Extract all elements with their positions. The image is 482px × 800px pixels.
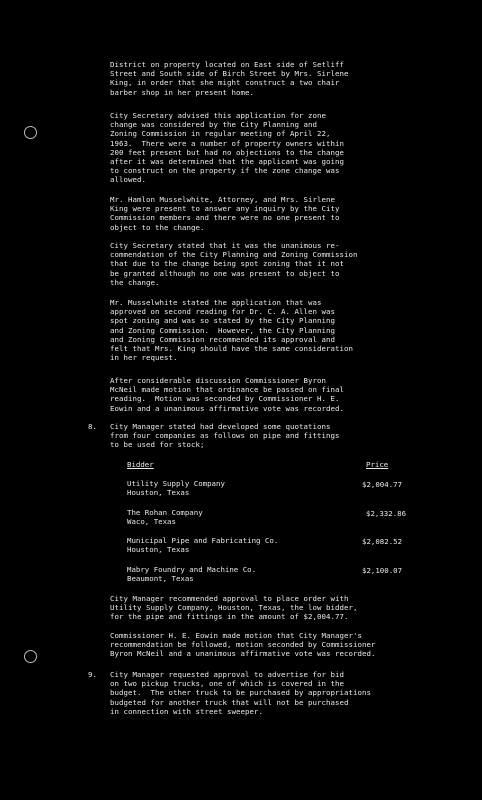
bid-row-price: $2,082.52 [362, 537, 403, 546]
paragraph-manager-recommendation: City Manager recommended approval to place order with Utility Supply Company, Houston, Texas, the low bidder, for the pipe and fittings in the amount of $2,004.77. [110, 594, 358, 622]
bid-row-price: $2,100.07 [362, 566, 403, 575]
paragraph-recommendation: City Secretary stated that it was the unanimous re- commendation of the City Planning and Zoning Commission that due to the change being spot zoning that it not be granted although no one was present to object to the change. [110, 241, 358, 287]
item-number-9: 9. [88, 670, 97, 679]
paragraph-motion-ordinance: After considerable discussion Commissioner Byron McNeil made motion that ordinance be passed on final reading. Motion was seconded by Commissioner H. E. Eowin and a unanimous affirmative vote was recorded. [110, 376, 344, 413]
item-number-8: 8. [88, 422, 97, 431]
paragraph-motion-followed: Commissioner H. E. Eowin made motion that City Manager's recommendation be followed, motion seconded by Commissioner Byron McNeil and a unanimous affirmative vote was recorded. [110, 631, 376, 659]
bid-row-price: $2,332.86 [366, 509, 407, 518]
bid-row-name: The Rohan Company Waco, Texas [127, 508, 203, 527]
paragraph-zone-request: District on property located on East side of Setliff Street and South side of Birch Street by Mrs. Sirlene King, in order that she might construct a two chair barber shop in her present home. [110, 60, 349, 97]
bid-row-price: $2,004.77 [362, 480, 403, 489]
punch-hole [24, 650, 37, 663]
paragraph-truck-bids: City Manager requested approval to advertise for bid on two pickup trucks, one of which is covered in the budget. The other truck to be purchased by appropriations budgeted for another truck that will not be purchased in connection with street sweeper. [110, 670, 371, 716]
paragraph-quotations: City Manager stated had developed some quotations from four companies as follows on pipe and fittings to be used for stock; [110, 422, 340, 450]
bid-row-name: Mabry Foundry and Machine Co. Beaumont, Texas [127, 565, 257, 584]
bid-row-name: Municipal Pipe and Fabricating Co. Houston, Texas [127, 536, 279, 555]
paragraph-secretary-advice: City Secretary advised this application for zone change was considered by the City Planning and Zoning Commission in regular meeting of April 22, 1963. There were a number of property owners within 200 feet present but had no objections to the change after it was determined that the applicant was going to construct on the property if the zone change was allowed. [110, 111, 344, 185]
paragraph-spot-zoning: Mr. Musselwhite stated the application that was approved on second reading for Dr. C. A. Allen was spot zoning and was so stated by the City Planning and Zoning Commission. However, the City Planning and Zoning Commission recommended its approval and felt that Mrs. King should have the same consideration in her request. [110, 298, 353, 363]
paragraph-attorney-present: Mr. Hamlon Musselwhite, Attorney, and Mrs. Sirlene King were present to answer any inquiry by the City Commission members and there were no one present to object to the change. [110, 195, 340, 232]
bid-row-name: Utility Supply Company Houston, Texas [127, 479, 225, 498]
bid-table-header-bidder: Bidder [127, 460, 154, 469]
punch-hole [24, 126, 37, 139]
bid-table-header-price: Price [366, 460, 389, 469]
